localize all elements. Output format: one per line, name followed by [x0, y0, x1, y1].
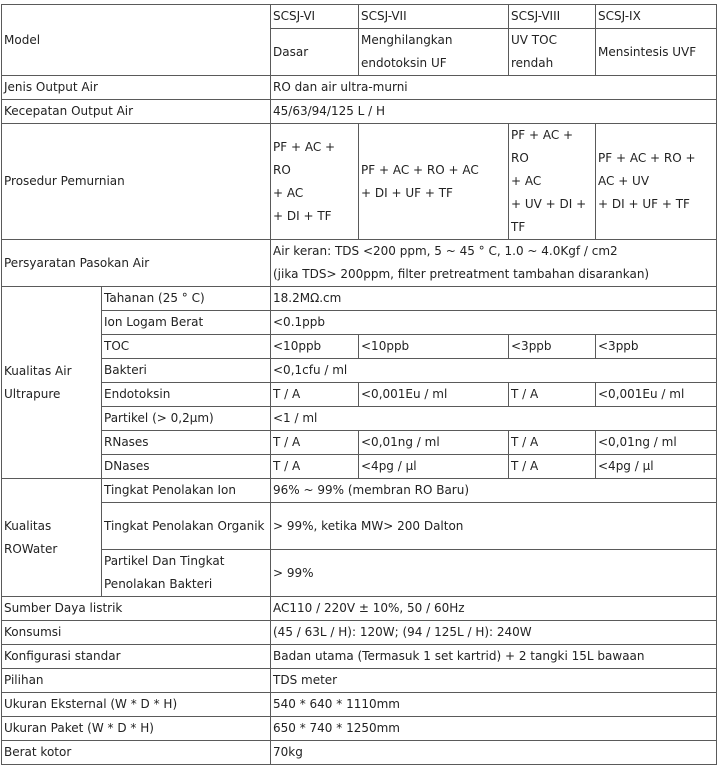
ultrapure-rnases-row: [2, 431, 717, 455]
procedure-text-4: PF + AC + RO + AC + UV + DI + UF + TF: [598, 151, 696, 211]
output-type-row: [2, 76, 717, 100]
ultrapure-resistance-row: [2, 287, 717, 311]
ion-rejection-label: Tingkat Penolakan Ion: [102, 479, 271, 503]
procedure-label: Prosedur Pemurnian: [2, 124, 271, 240]
endotoxin-value-3: T / A: [509, 383, 596, 407]
dnases-value-4: <4pg / μl: [596, 455, 717, 479]
model-label: Model: [2, 5, 271, 76]
model-name-3: UV TOC rendah: [509, 29, 596, 76]
model-code-2: SCSJ-VII: [359, 5, 509, 29]
organic-rejection-label: Tingkat Penolakan Organik: [102, 503, 271, 550]
resistance-label: Tahanan (25 ° C): [102, 287, 271, 311]
endotoxin-value-2: <0,001Eu / ml: [359, 383, 509, 407]
particle-bacteria-label: Partikel Dan Tingkat Penolakan Bakteri: [102, 550, 271, 597]
procedure-value-4: [596, 124, 717, 240]
supply-label: Persyaratan Pasokan Air: [2, 240, 271, 287]
toc-value-2: <10ppb: [359, 335, 509, 359]
consumption-value: (45 / 63L / H): 120W; (94 / 125L / H): 240W: [271, 621, 717, 645]
endotoxin-value-4: <0,001Eu / ml: [596, 383, 717, 407]
model-row: [2, 5, 717, 29]
toc-label: TOC: [102, 335, 271, 359]
ro-particle-row: [2, 550, 717, 597]
toc-value-4: <3ppb: [596, 335, 717, 359]
toc-value-1: <10ppb: [271, 335, 359, 359]
particles-value: <1 / ml: [271, 407, 717, 431]
heavy-metal-value: <0.1ppb: [271, 311, 717, 335]
ext-size-value: 540 * 640 * 1110mm: [271, 693, 717, 717]
pkg-size-row: [2, 717, 717, 741]
config-value: Badan utama (Termasuk 1 set kartrid) + 2 tangki 15L bawaan: [271, 645, 717, 669]
weight-row: [2, 741, 717, 765]
options-label: Pilihan: [2, 669, 271, 693]
pkg-size-value: 650 * 740 * 1250mm: [271, 717, 717, 741]
resistance-value: 18.2MΩ.cm: [271, 287, 717, 311]
ext-size-label: Ukuran Eksternal (W * D * H): [2, 693, 271, 717]
ultrapure-bacteria-row: [2, 359, 717, 383]
heavy-metal-label: Ion Logam Berat: [102, 311, 271, 335]
output-type-label: Jenis Output Air: [2, 76, 271, 100]
procedure-text-2: PF + AC + RO + AC + DI + UF + TF: [361, 162, 479, 200]
dnases-label: DNases: [102, 455, 271, 479]
ion-rejection-value: 96% ~ 99% (membran RO Baru): [271, 479, 717, 503]
rnases-value-1: T / A: [271, 431, 359, 455]
power-row: [2, 597, 717, 621]
options-row: [2, 669, 717, 693]
supply-row: [2, 240, 717, 287]
ultrapure-dnases-row: [2, 455, 717, 479]
rnases-value-3: T / A: [509, 431, 596, 455]
model-code-1: SCSJ-VI: [271, 5, 359, 29]
model-name-1: Dasar: [271, 29, 359, 76]
procedure-value-1: [271, 124, 359, 240]
weight-label: Berat kotor: [2, 741, 271, 765]
rnases-value-4: <0,01ng / ml: [596, 431, 717, 455]
output-speed-label: Kecepatan Output Air: [2, 100, 271, 124]
spec-table: [1, 4, 717, 765]
dnases-value-1: T / A: [271, 455, 359, 479]
power-label: Sumber Daya listrik: [2, 597, 271, 621]
model-name-2: Menghilangkan endotoksin UF: [359, 29, 509, 76]
bacteria-label: Bakteri: [102, 359, 271, 383]
bacteria-value: <0,1cfu / ml: [271, 359, 717, 383]
ultrapure-group-label: Kualitas Air Ultrapure: [2, 287, 102, 479]
procedure-value-3: [509, 124, 596, 240]
ext-size-row: [2, 693, 717, 717]
power-value: AC110 / 220V ± 10%, 50 / 60Hz: [271, 597, 717, 621]
output-speed-row: [2, 100, 717, 124]
procedure-row: [2, 124, 717, 240]
weight-value: 70kg: [271, 741, 717, 765]
model-code-4: SCSJ-IX: [596, 5, 717, 29]
procedure-text-3: PF + AC + RO + AC + UV + DI + TF: [511, 128, 587, 234]
rnases-label: RNases: [102, 431, 271, 455]
ro-ion-row: [2, 479, 717, 503]
organic-rejection-value: > 99%, ketika MW> 200 Dalton: [271, 503, 717, 550]
dnases-value-3: T / A: [509, 455, 596, 479]
procedure-value-2: [359, 124, 509, 240]
model-name-4: Mensintesis UVF: [596, 29, 717, 76]
procedure-text-1: PF + AC + RO + AC + DI + TF: [273, 139, 336, 223]
config-label: Konfigurasi standar: [2, 645, 271, 669]
ultrapure-particles-row: [2, 407, 717, 431]
endotoxin-value-1: T / A: [271, 383, 359, 407]
consumption-label: Konsumsi: [2, 621, 271, 645]
config-row: [2, 645, 717, 669]
pkg-size-label: Ukuran Paket (W * D * H): [2, 717, 271, 741]
output-type-value: RO dan air ultra-murni: [271, 76, 717, 100]
options-value: TDS meter: [271, 669, 717, 693]
ro-organic-row: [2, 503, 717, 550]
ultrapure-toc-row: [2, 335, 717, 359]
supply-value: [271, 240, 717, 287]
particle-bacteria-value: > 99%: [271, 550, 717, 597]
supply-text: Air keran: TDS <200 ppm, 5 ~ 45 ° C, 1.0 ~ 4.0Kgf / cm2 (jika TDS> 200ppm, filter pretreatment tambahan disarankan): [273, 244, 650, 281]
particles-label: Partikel (> 0,2μm): [102, 407, 271, 431]
ultrapure-heavy-metal-row: [2, 311, 717, 335]
rnases-value-2: <0,01ng / ml: [359, 431, 509, 455]
ro-group-label: Kualitas ROWater: [2, 479, 102, 597]
toc-value-3: <3ppb: [509, 335, 596, 359]
dnases-value-2: <4pg / μl: [359, 455, 509, 479]
ultrapure-endotoxin-row: [2, 383, 717, 407]
consumption-row: [2, 621, 717, 645]
output-speed-value: 45/63/94/125 L / H: [271, 100, 717, 124]
endotoxin-label: Endotoksin: [102, 383, 271, 407]
model-code-3: SCSJ-VIII: [509, 5, 596, 29]
